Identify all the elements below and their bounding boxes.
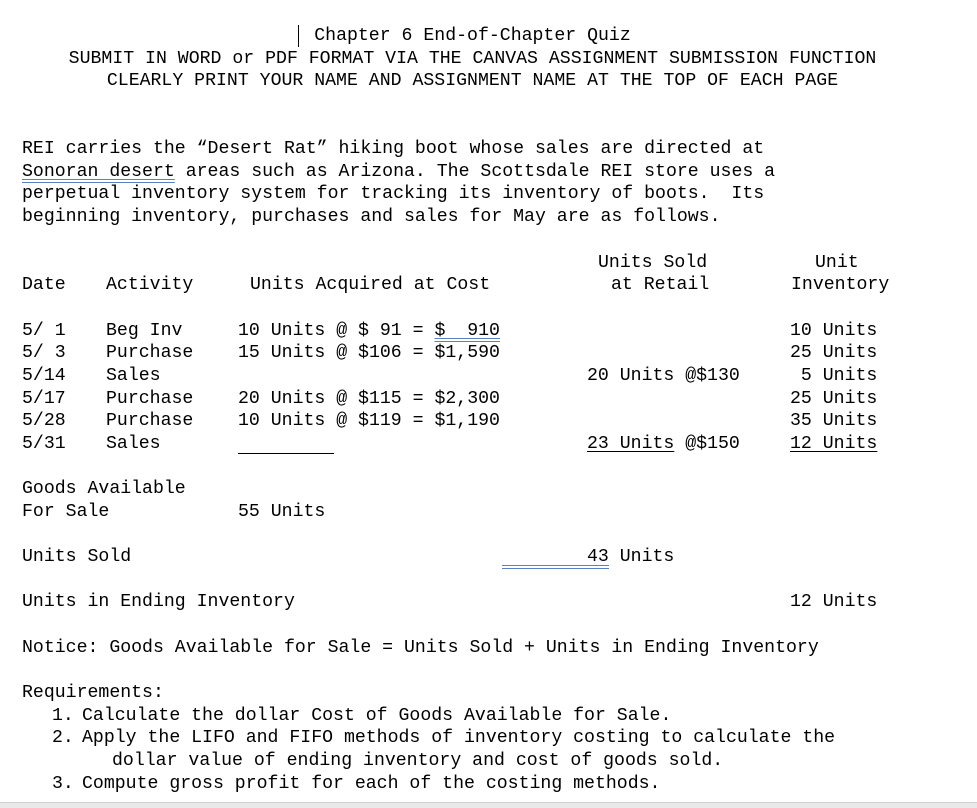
row-amount: $ 910 xyxy=(434,321,500,341)
row-sold: 20 Units @$130 xyxy=(587,366,740,386)
row-sold: 23 Units @$150 xyxy=(587,434,740,454)
notice-line: Notice: Goods Available for Sale = Units Sold + Units in Ending Inventory xyxy=(22,638,819,658)
quiz-title: Chapter 6 End-of-Chapter Quiz xyxy=(314,26,631,46)
submission-instruction: SUBMIT IN WORD or PDF FORMAT VIA THE CANVAS ASSIGNMENT SUBMISSION FUNCTION xyxy=(68,49,877,69)
intro-line-4: beginning inventory, purchases and sales for May are as follows. xyxy=(22,207,721,227)
header-units-acquired: Units Acquired at Cost xyxy=(250,275,491,295)
row-activity: Sales xyxy=(106,366,161,386)
row-inventory: 12 Units xyxy=(790,434,878,454)
row-date: 5/ 3 xyxy=(22,343,66,363)
row-amount: $1,190 xyxy=(434,411,500,431)
row-date: 5/31 xyxy=(22,434,66,454)
goods-available-label-1: Goods Available xyxy=(22,479,186,499)
row-date: 5/14 xyxy=(22,366,66,386)
header-units-sold-top: Units Sold xyxy=(598,253,708,273)
row-activity: Purchase xyxy=(106,343,194,363)
page-bottom-edge xyxy=(0,802,977,808)
requirement-text-continued: dollar value of ending inventory and cost of goods sold. xyxy=(112,751,724,771)
row-date: 5/ 1 xyxy=(22,321,66,341)
row-date: 5/28 xyxy=(22,411,66,431)
intro-line-3: perpetual inventory system for tracking its inventory of boots. Its xyxy=(22,184,765,204)
requirements-title: Requirements: xyxy=(22,683,164,703)
row-acquired: 15 Units @ $106 = $1,590 xyxy=(238,343,500,363)
goods-available-label-2: For Sale xyxy=(22,502,110,522)
intro-line-1: REI carries the “Desert Rat” hiking boot whose sales are directed at xyxy=(22,139,765,159)
units-sold-value: 43 Units xyxy=(587,547,675,567)
requirement-text: Compute gross profit for each of the costing methods. xyxy=(82,774,661,794)
requirement-number: 1. xyxy=(52,706,74,726)
row-activity: Purchase xyxy=(106,411,194,431)
requirement-number: 2. xyxy=(52,728,74,748)
row-amount: $1,590 xyxy=(434,343,500,363)
intro-line-2-rest: areas such as Arizona. The Scottsdale REI store uses a xyxy=(174,162,776,182)
requirement-number: 3. xyxy=(52,774,74,794)
row-activity: Beg Inv xyxy=(106,321,183,341)
row-amount: $2,300 xyxy=(434,389,500,409)
header-unit-inventory-top: Unit xyxy=(815,253,859,273)
row-acquired: 10 Units @ $ 91 = $ 910 xyxy=(238,321,500,341)
header-units-sold-bottom: at Retail xyxy=(611,275,710,295)
requirement-text: Calculate the dollar Cost of Goods Available for Sale. xyxy=(82,706,672,726)
ending-inventory-value: 12 Units xyxy=(790,592,878,612)
units-sold-label: Units Sold xyxy=(22,547,132,567)
row-acquired: 20 Units @ $115 = $2,300 xyxy=(238,389,500,409)
row-inventory: 35 Units xyxy=(790,411,878,431)
row-inventory: 25 Units xyxy=(790,343,878,363)
row-date: 5/17 xyxy=(22,389,66,409)
row-inventory: 5 Units xyxy=(790,366,878,386)
spellcheck-flagged-term[interactable]: Sonoran desert xyxy=(22,162,175,182)
row-acquired: 10 Units @ $119 = $1,190 xyxy=(238,411,500,431)
row-activity: Purchase xyxy=(106,389,194,409)
header-date: Date xyxy=(22,275,66,295)
intro-line-2 xyxy=(22,161,775,184)
ending-inventory-label: Units in Ending Inventory xyxy=(22,592,295,612)
row-inventory: 25 Units xyxy=(790,389,878,409)
requirement-text: Apply the LIFO and FIFO methods of inventory costing to calculate the xyxy=(82,728,836,748)
header-unit-inventory-bottom: Inventory xyxy=(791,275,890,295)
row-inventory: 10 Units xyxy=(790,321,878,341)
name-instruction: CLEARLY PRINT YOUR NAME AND ASSIGNMENT NAME AT THE TOP OF EACH PAGE xyxy=(106,71,839,91)
acquired-underline xyxy=(238,453,334,454)
goods-available-value: 55 Units xyxy=(238,502,326,522)
header-activity: Activity xyxy=(106,275,194,295)
row-activity: Sales xyxy=(106,434,161,454)
